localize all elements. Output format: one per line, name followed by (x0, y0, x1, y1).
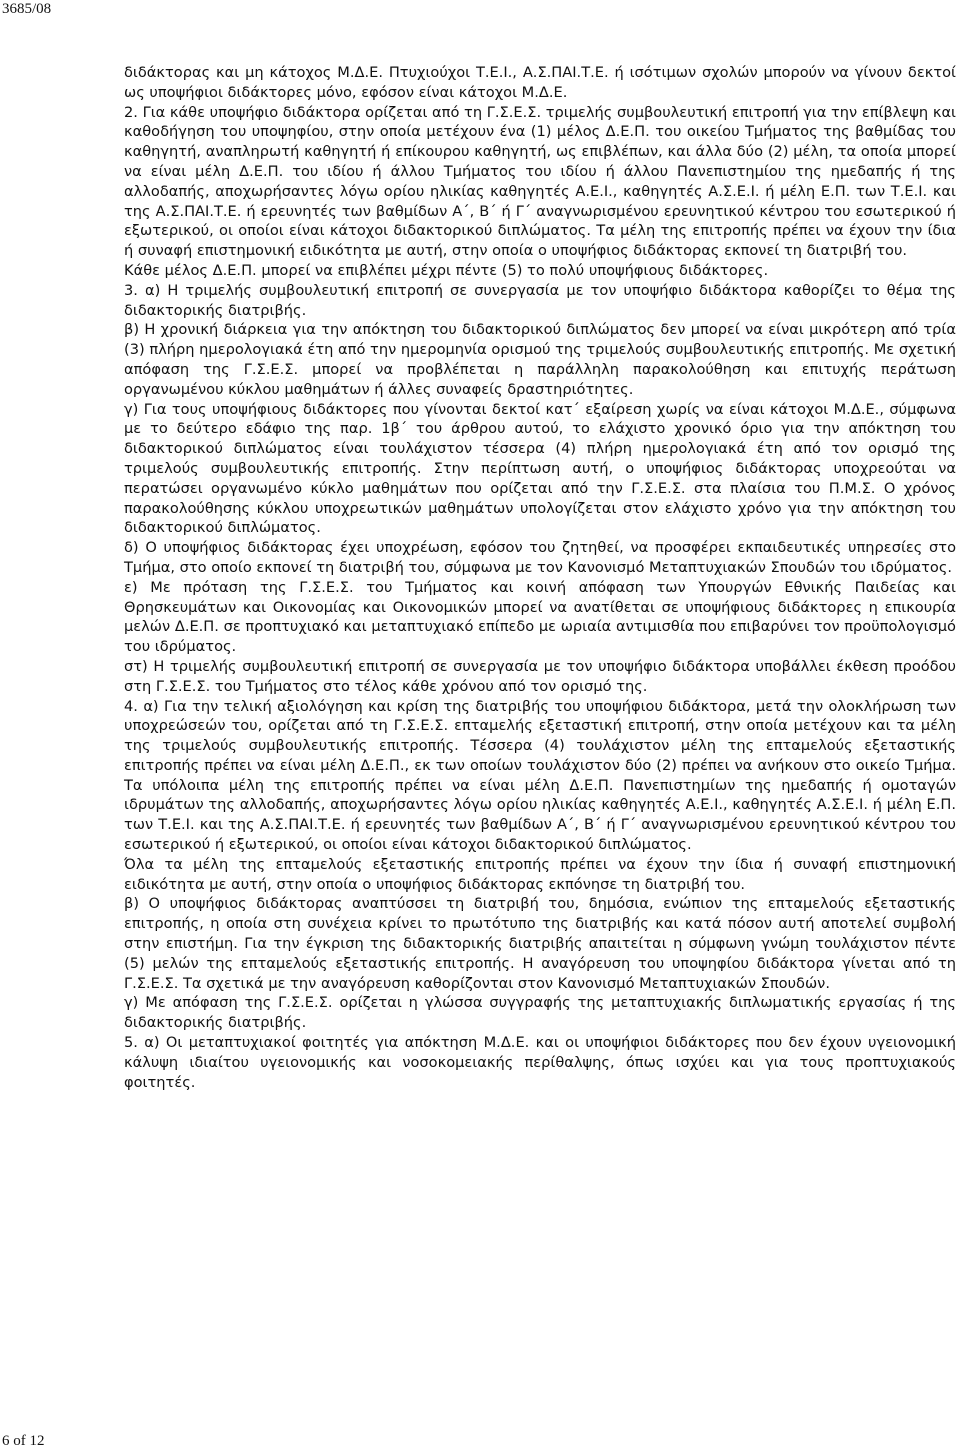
paragraph-3d: δ) Ο υποψήφιος διδάκτορας έχει υποχρέωση, εφόσον του ζητηθεί, να προσφέρει εκπαιδευτικές υπηρεσίες στο Τμήμα, στο οποίο εκπονεί τη διατριβή του, σύμφωνα με τον Κανονισμό Μεταπτυχιακών Σπουδών του ιδρύματος. (124, 539, 956, 576)
paragraph-3b: β) Η χρονική διάρκεια για την απόκτηση του διδακτορικού διπλώματος δεν μπορεί να είναι μικρότερη από τρία (3) πλήρη ημερολογιακά έτη από την ημερομηνία ορισμού της τριμελούς συμβουλευτικής επιτροπής. Με σχετική απόφαση της Γ.Σ.Ε.Σ. μπορεί να προβλέπεται η παράλληλη παρακολούθηση και επιτυχής περάτωση οργανωμένου κύκλου μαθημάτων ή άλλες συναφείς δραστηριότητες. (124, 321, 956, 398)
paragraph-4a: 4. α) Για την τελική αξιολόγηση και κρίση της διατριβής του υποψήφιου διδάκτορα, μετά την ολοκλήρωση των υποχρεώσεών του, ορίζεται από τη Γ.Σ.Ε.Σ. επταμελής εξεταστική επιτροπή, στην οποία μετέχουν και τα μέλη της τριμελούς συμβουλευτικής επιτροπής. Τέσσερα (4) τουλάχιστον μέλη της επταμελούς εξεταστικής επιτροπής πρέπει να είναι μέλη Δ.Ε.Π., εκ των οποίων τουλάχιστον δύο (2) πρέπει να ανήκουν στο οικείο Τμήμα. Τα υπόλοιπα μέλη της επιτροπής πρέπει να είναι μέλη Δ.Ε.Π. Πανεπιστημίων της ημεδαπής ή ομοταγών ιδρυμάτων της αλλοδαπής, αποχωρήσαντες λόγω ορίου ηλικίας καθηγητές Α.Ε.Ι., καθηγητές Α.Σ.Ε.Ι. ή μέλη Ε.Π. των Τ.Ε.Ι. και της Α.Σ.ΠΑΙ.Τ.Ε. ή ερευνητές των βαθμίδων Α΄, Β΄ ή Γ΄ αναγνωρισμένου ερευνητικού κέντρου του εσωτερικού ή εξωτερικού, οι οποίοι είναι κάτοχοι διδακτορικού διπλώματος. (124, 697, 956, 854)
paragraph-3e: ε) Με πρόταση της Γ.Σ.Ε.Σ. του Τμήματος και κοινή απόφαση των Υπουργών Εθνικής Παιδείας και Θρησκευμάτων και Οικονομίας και Οικονομικών μπορεί να ανατίθεται σε υποψήφιους διδάκτορες η επικουρία μελών Δ.Ε.Π. σε προπτυχιακό και μεταπτυχιακό επίπεδο με ωριαία αντιμισθία που επιβαρύνει τον προϋπολογισμό του ιδρύματος. (124, 578, 956, 656)
paragraph-1-continuation: διδάκτορας και μη κάτοχος Μ.Δ.Ε. Πτυχιούχοι Τ.Ε.Ι., Α.Σ.ΠΑΙ.Τ.Ε. ή ισότιμων σχολών μπορούν να γίνουν δεκτοί ως υποψήφιοι διδάκτορες μόνο, εφόσον είναι κάτοχοι Μ.Δ.Ε. (124, 64, 956, 101)
paragraph-4c: γ) Με απόφαση της Γ.Σ.Ε.Σ. ορίζεται η γλώσσα συγγραφής της μεταπτυχιακής διπλωματικής εργασίας ή της διδακτορικής διατριβής. (124, 994, 956, 1032)
paragraph-3a: 3. α) Η τριμελής συμβουλευτική επιτροπή σε συνεργασία με τον υποψήφιο διδάκτορα καθορίζει το θέμα της διδακτορικής διατριβής. (124, 281, 956, 319)
paragraph-4b: β) Ο υποψήφιος διδάκτορας αναπτύσσει τη διατριβή του, δημόσια, ενώπιον της επταμελούς εξεταστικής επιτροπής, η οποία στη συνέχεια κρίνει το πρωτότυπο της διατριβής και κατά πόσον αυτή αποτελεί συμβολή στην επιστήμη. Για την έγκριση της διδακτορικής διατριβής απαιτείται η σύμφωνη γνώμη τουλάχιστον πέντε (5) μελών της επταμελούς εξεταστικής επιτροπής. Η αναγόρευση του υποψηφίου διδάκτορα γίνεται από τη Γ.Σ.Ε.Σ. Τα σχετικά με την αναγόρευση καθορίζονται στον Κανονισμό Μεταπτυχιακών Σπουδών. (124, 895, 956, 992)
document-body (124, 63, 956, 1092)
paragraph-3st: στ) Η τριμελής συμβουλευτική επιτροπή σε συνεργασία με τον υποψήφιο διδάκτορα υποβάλλει έκθεση προόδου στη Γ.Σ.Ε.Σ. του Τμήματος στο τέλος κάθε χρόνου από τον ορισμό της. (124, 657, 956, 695)
paragraph-4a-specialty: Όλα τα μέλη της επταμελούς εξεταστικής επιτροπής πρέπει να έχουν την ίδια ή συναφή επιστημονική ειδικότητα με αυτή, στην οποία ο υποψήφιος διδάκτορας εκπόνησε τη διατριβή του. (124, 855, 956, 893)
paragraph-2-supervision-limit: Κάθε μέλος Δ.Ε.Π. μπορεί να επιβλέπει μέχρι πέντε (5) το πολύ υποψήφιους διδάκτορες. (124, 261, 769, 279)
paragraph-5a: 5. α) Οι μεταπτυχιακοί φοιτητές για απόκτηση Μ.Δ.Ε. και οι υποψήφιοι διδάκτορες που δεν έχουν υγειονομική κάλυψη ιδιαίτου υγειονομικής και νοσοκομειακής περίθαλψης, όπως ισχύει και για τους προπτυχιακούς φοιτητές. (124, 1034, 956, 1091)
document-reference-number: 3685/08 (2, 1, 52, 17)
page-counter: 6 of 12 (2, 1433, 45, 1449)
paragraph-2: 2. Για κάθε υποψήφιο διδάκτορα ορίζεται από τη Γ.Σ.Ε.Σ. τριμελής συμβουλευτική επιτροπή για την επίβλεψη και καθοδήγηση του υποψηφίου, στην οποία μετέχουν ένα (1) μέλος Δ.Ε.Π. του οικείου Τμήματος της βαθμίδας του καθηγητή, αναπληρωτή καθηγητή ή επίκουρου καθηγητή, ως επιβλέπων, και άλλα δύο (2) μέλη, τα οποία μπορεί να είναι μέλη Δ.Ε.Π. του ιδίου ή άλλου Τμήματος του ιδίου ή άλλου Πανεπιστημίου της ημεδαπής ή της αλλοδαπής, αποχωρήσαντες λόγω ορίου ηλικίας καθηγητές Α.Ε.Ι., καθηγητές Α.Σ.Ε.Ι. ή μέλη Ε.Π. των Τ.Ε.Ι. και της Α.Σ.ΠΑΙ.Τ.Ε. ή ερευνητές των βαθμίδων Α΄, Β΄ ή Γ΄ αναγνωρισμένου ερευνητικού κέντρου του εσωτερικού ή εξωτερικού, οι οποίοι είναι κάτοχοι διδακτορικού διπλώματος. Τα μέλη της επιτροπής πρέπει να έχουν την ίδια ή συναφή επιστημονική ειδικότητα με αυτή, στην οποία ο υποψήφιος διδάκτορας εκπονεί τη διατριβή του. (124, 103, 956, 260)
paragraph-3c: γ) Για τους υποψήφιους διδάκτορες που γίνονται δεκτοί κατ΄ εξαίρεση χωρίς να είναι κάτοχοι Μ.Δ.Ε., σύμφωνα με το δεύτερο εδάφιο της παρ. 1β΄ του άρθρου αυτού, το ελάχιστο χρονικό όριο για την απόκτηση του διδακτορικού διπλώματος είναι τουλάχιστον τέσσερα (4) πλήρη ημερολογιακά έτη από τον ορισμό της τριμελούς συμβουλευτικής επιτροπής. Στην περίπτωση αυτή, ο υποψήφιος διδάκτορας υποχρεούται να περατώσει οργανωμένο κύκλο μαθημάτων που ορίζεται από την Γ.Σ.Ε.Σ. στα πλαίσια του Π.Μ.Σ. Ο χρόνος παρακολούθησης κύκλου υποχρεωτικών μαθημάτων υπολογίζεται στον ελάχιστο χρόνο για την απόκτηση του διδακτορικού διπλώματος. (124, 400, 956, 537)
